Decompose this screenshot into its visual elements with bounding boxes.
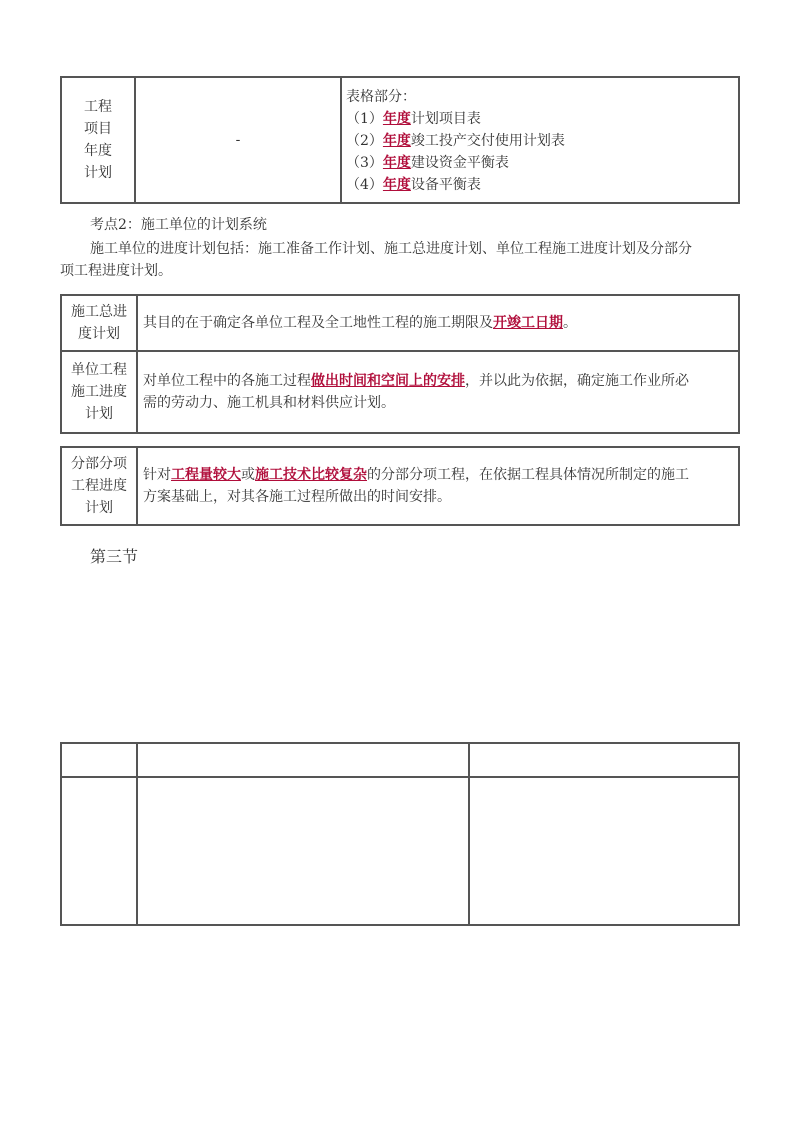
row-content-cell [137, 295, 739, 351]
plan-item [346, 130, 738, 152]
row-text: 方案基础上，对其各施工过程所做出的时间安排。 [143, 489, 451, 505]
row-label-cell [61, 351, 137, 433]
text-segment: ，并以此为依据，确定施工作业所必 [465, 373, 689, 389]
item-text: 设备平衡表 [410, 177, 481, 193]
intro-line-1: 施工单位的进度计划包括：施工准备工作计划、施工总进度计划、单位工程施工进度计划及分部分 [90, 241, 692, 257]
label-line: 项目 [84, 121, 112, 137]
item-prefix: （3） [346, 155, 383, 171]
kaodian-heading: 考点2：施工单位的计划系统 [90, 217, 267, 233]
empty-table [60, 742, 740, 926]
text-segment: 对单位工程中的各施工过程 [143, 373, 311, 389]
highlight-text: 年度 [382, 111, 411, 127]
items-heading: 表格部分： [346, 89, 416, 105]
item-prefix: （1） [346, 111, 383, 127]
label-line: 分部分项 [71, 456, 127, 472]
plan-item [346, 152, 738, 174]
label-line: 度计划 [78, 326, 120, 342]
label-line: 工程进度 [71, 478, 127, 494]
empty-cell [61, 777, 137, 925]
empty-cell [61, 743, 137, 777]
intro-line-2: 项工程进度计划。 [60, 263, 172, 279]
item-prefix: （4） [346, 177, 383, 193]
empty-cell [469, 743, 739, 777]
label-line: 施工总进 [71, 304, 127, 320]
annual-plan-label-cell [61, 77, 135, 203]
section-title: 第三节 [90, 547, 139, 566]
annual-plan-middle-cell [135, 77, 341, 203]
label-line: 计划 [85, 406, 113, 422]
highlight-text: 年度 [382, 133, 411, 149]
plan-item [346, 108, 738, 130]
row-content-cell [137, 447, 739, 525]
label-line: 施工进度 [71, 384, 127, 400]
empty-cell [469, 777, 739, 925]
annual-plan-items-cell [341, 77, 739, 203]
empty-cell [137, 777, 469, 925]
label-line: 单位工程 [71, 362, 127, 378]
empty-cell [137, 743, 469, 777]
highlight-text: 开竣工日期 [493, 315, 563, 331]
highlight-text: 工程量较大 [171, 467, 241, 483]
text-segment: 。 [563, 315, 577, 331]
text-segment: 其目的在于确定各单位工程及全工地性工程的施工期限及 [143, 315, 493, 331]
text-segment: 或 [241, 467, 255, 483]
item-text: 建设资金平衡表 [410, 155, 509, 171]
row-label-cell [61, 295, 137, 351]
text-segment: 针对 [143, 467, 171, 483]
row-text [143, 464, 738, 486]
annual-plan-table [60, 76, 740, 204]
label-line: 年度 [84, 143, 112, 159]
text-segment: 的分部分项工程，在依据工程具体情况所制定的施工 [367, 467, 689, 483]
row-text: 需的劳动力、施工机具和材料供应计划。 [143, 395, 395, 411]
plan-item [346, 174, 738, 196]
highlight-text: 做出时间和空间上的安排 [311, 373, 465, 389]
construction-plan-table [60, 294, 740, 434]
label-line: 工程 [84, 99, 112, 115]
highlight-text: 施工技术比较复杂 [255, 467, 367, 483]
item-text: 竣工投产交付使用计划表 [410, 133, 565, 149]
row-content-cell [137, 351, 739, 433]
row-text [143, 370, 738, 392]
dash-text: - [235, 132, 241, 148]
label-line: 计划 [85, 500, 113, 516]
subdivision-plan-table [60, 446, 740, 526]
item-text: 计划项目表 [410, 111, 481, 127]
label-line: 计划 [84, 165, 112, 181]
row-text [143, 312, 738, 334]
highlight-text: 年度 [382, 155, 411, 171]
item-prefix: （2） [346, 133, 383, 149]
row-label-cell [61, 447, 137, 525]
highlight-text: 年度 [382, 177, 411, 193]
